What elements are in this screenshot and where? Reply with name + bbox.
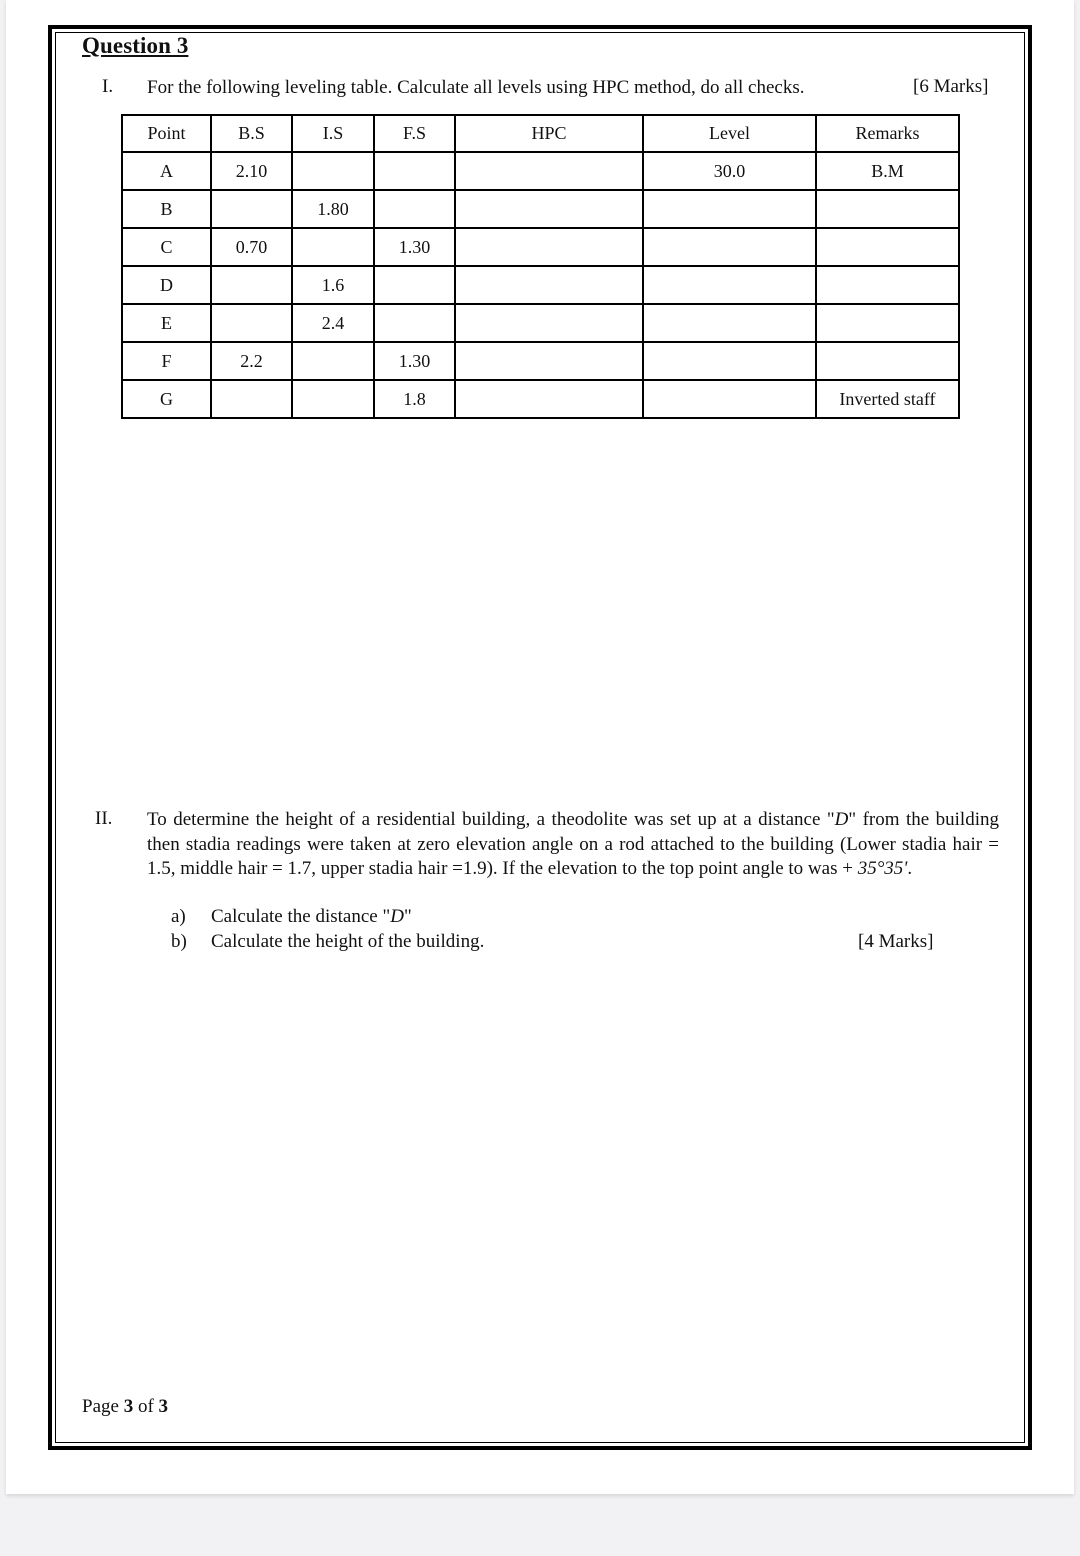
cell-level <box>643 304 816 342</box>
header-fs: F.S <box>374 115 455 152</box>
cell-point: E <box>122 304 211 342</box>
subq-a-text-2: " <box>403 906 412 927</box>
cell-bs: 2.2 <box>211 342 292 380</box>
part2-number: II. <box>95 808 113 829</box>
cell-bs <box>211 304 292 342</box>
part2-text-3: . <box>907 858 913 879</box>
part2-text <box>147 808 999 882</box>
cell-level <box>643 342 816 380</box>
cell-point: G <box>122 380 211 418</box>
subq-b-text: Calculate the height of the building. <box>211 931 485 952</box>
header-is: I.S <box>292 115 374 152</box>
cell-hpc <box>455 266 643 304</box>
cell-hpc <box>455 152 643 190</box>
subq-b-label: b) <box>171 931 187 952</box>
cell-fs: 1.8 <box>374 380 455 418</box>
cell-remarks <box>816 190 959 228</box>
table-row <box>122 342 959 380</box>
cell-is <box>292 380 374 418</box>
cell-point: D <box>122 266 211 304</box>
page-footer <box>82 1396 168 1418</box>
table-row <box>122 380 959 418</box>
table-header-row <box>122 115 959 152</box>
cell-bs <box>211 190 292 228</box>
question-title: Question 3 <box>82 33 189 58</box>
footer-page-total: 3 <box>158 1396 169 1417</box>
cell-hpc <box>455 380 643 418</box>
cell-bs <box>211 266 292 304</box>
part1-number: I. <box>102 76 114 97</box>
cell-is: 2.4 <box>292 304 374 342</box>
cell-bs <box>211 380 292 418</box>
table-row <box>122 266 959 304</box>
subq-a-label: a) <box>171 906 186 927</box>
part2-text-1: To determine the height of a residential building, a theodolite was set up at a distance " <box>147 809 835 830</box>
cell-level <box>643 380 816 418</box>
cell-is: 1.80 <box>292 190 374 228</box>
cell-is <box>292 228 374 266</box>
table-row <box>122 228 959 266</box>
cell-remarks: B.M <box>816 152 959 190</box>
header-remarks: Remarks <box>816 115 959 152</box>
cell-fs: 1.30 <box>374 342 455 380</box>
cell-fs: 1.30 <box>374 228 455 266</box>
cell-hpc <box>455 304 643 342</box>
cell-level: 30.0 <box>643 152 816 190</box>
cell-remarks: Inverted staff <box>816 380 959 418</box>
table-row <box>122 190 959 228</box>
footer-page-word: Page <box>82 1396 119 1417</box>
header-point: Point <box>122 115 211 152</box>
subq-a-text-1: Calculate the distance " <box>211 906 391 927</box>
cell-fs <box>374 304 455 342</box>
header-bs: B.S <box>211 115 292 152</box>
cell-hpc <box>455 190 643 228</box>
cell-is <box>292 342 374 380</box>
cell-remarks <box>816 266 959 304</box>
cell-level <box>643 228 816 266</box>
cell-hpc <box>455 228 643 266</box>
header-hpc: HPC <box>455 115 643 152</box>
part1-text: For the following leveling table. Calculate all levels using HPC method, do all checks. <box>147 77 805 98</box>
footer-of-word: of <box>137 1396 154 1417</box>
cell-is: 1.6 <box>292 266 374 304</box>
cell-fs <box>374 152 455 190</box>
cell-point: C <box>122 228 211 266</box>
leveling-table <box>121 114 960 419</box>
cell-bs: 0.70 <box>211 228 292 266</box>
cell-level <box>643 190 816 228</box>
subq-a-text <box>211 906 412 928</box>
cell-level <box>643 266 816 304</box>
footer-page-number: 3 <box>123 1396 134 1417</box>
cell-bs: 2.10 <box>211 152 292 190</box>
cell-point: F <box>122 342 211 380</box>
part2-marks: [4 Marks] <box>858 931 934 952</box>
part2-text-2: " from the building then stadia readings were taken at zero elevation angle on a rod attached to the building (Lower stadia hair = 1.5, middle hair = 1.7, upper stadia hair =1.9). If the elevation to the top point angle to was + <box>147 809 999 879</box>
table-row <box>122 152 959 190</box>
elevation-angle: 35°35' <box>857 858 908 879</box>
cell-point: B <box>122 190 211 228</box>
cell-point: A <box>122 152 211 190</box>
cell-remarks <box>816 304 959 342</box>
cell-remarks <box>816 342 959 380</box>
header-level: Level <box>643 115 816 152</box>
cell-hpc <box>455 342 643 380</box>
cell-remarks <box>816 228 959 266</box>
cell-is <box>292 152 374 190</box>
distance-variable: D <box>834 809 849 830</box>
cell-fs <box>374 266 455 304</box>
distance-variable: D <box>390 906 404 927</box>
part1-marks: [6 Marks] <box>913 76 989 97</box>
cell-fs <box>374 190 455 228</box>
table-row <box>122 304 959 342</box>
